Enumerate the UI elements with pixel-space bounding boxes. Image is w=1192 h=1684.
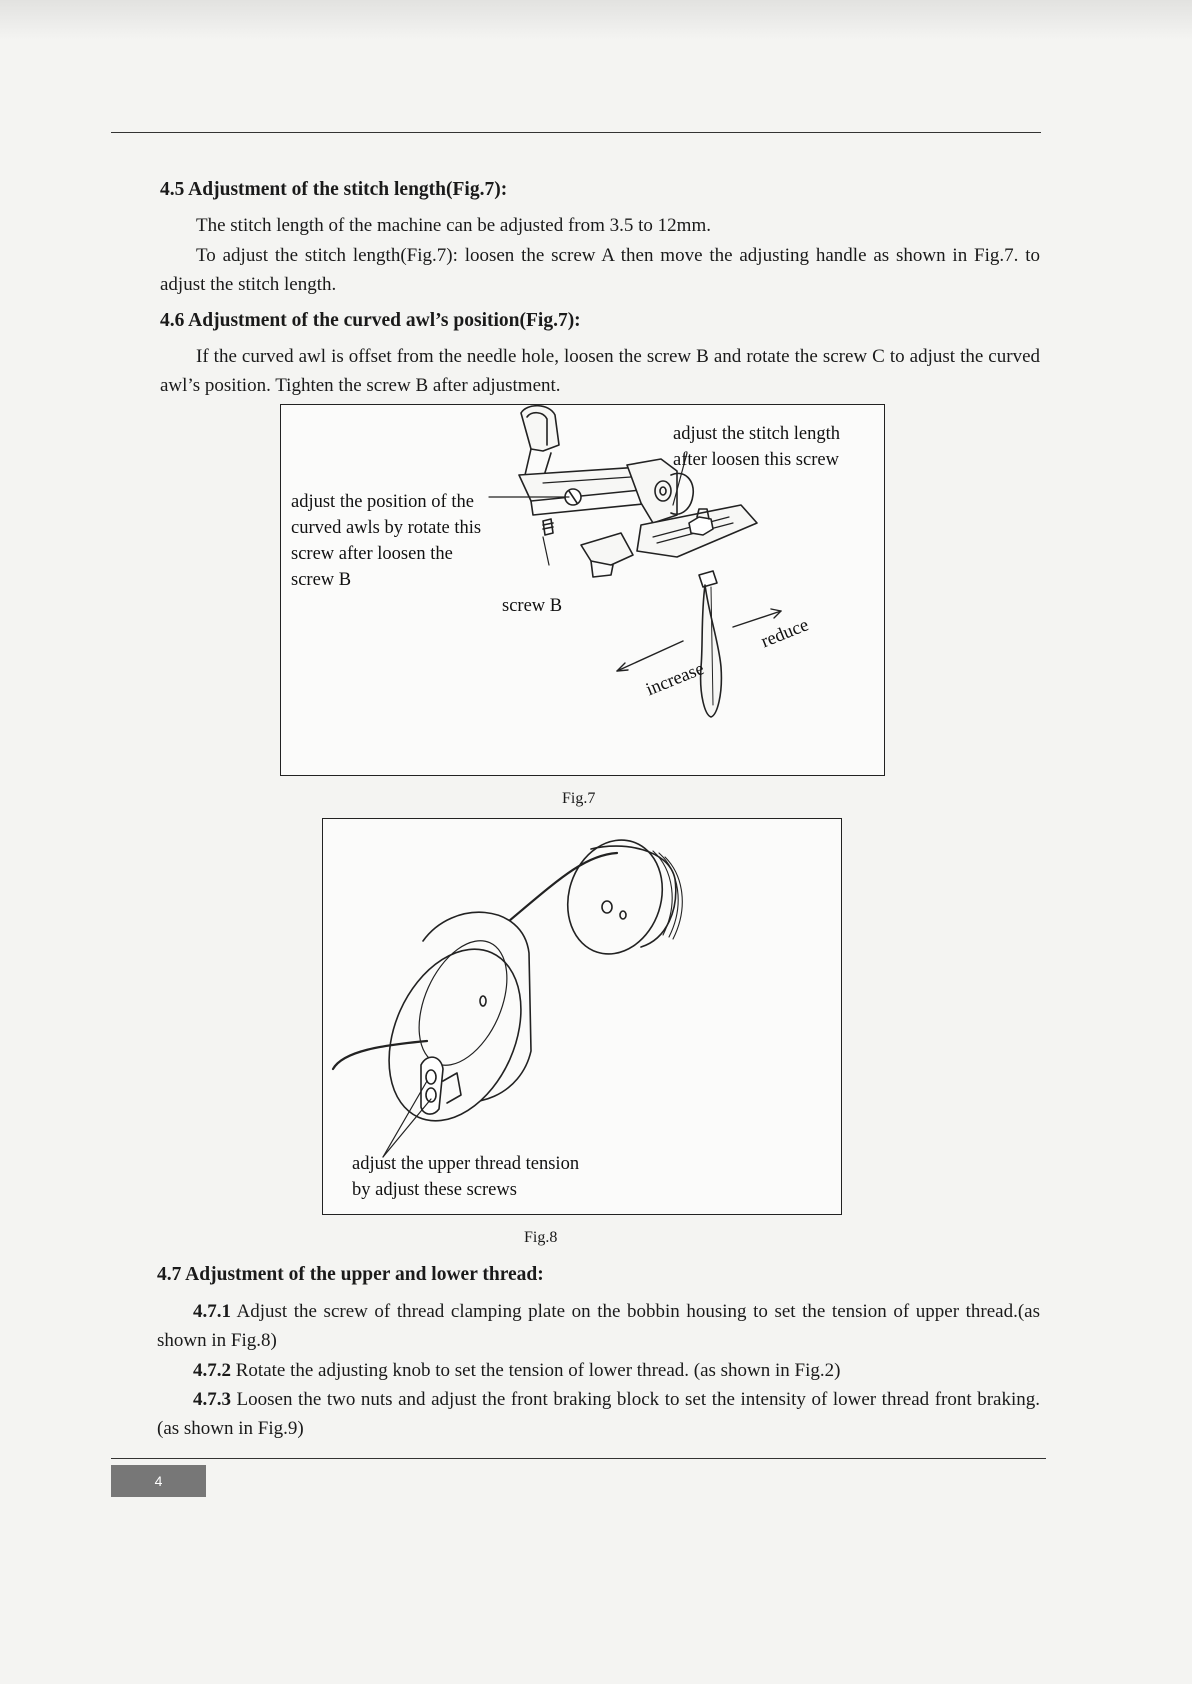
section-4-6-heading: 4.6 Adjustment of the curved awl’s position(Fig.7): — [160, 310, 581, 331]
item-text: Adjust the screw of thread clamping plate on the bobbin housing to set the tension of upper thread.(as shown in Fig.8) — [157, 1301, 1040, 1351]
section-4-5-heading: 4.5 Adjustment of the stitch length(Fig.7): — [160, 179, 508, 200]
fig7-label-increase: increase — [643, 658, 708, 701]
section-4-7-heading: 4.7 Adjustment of the upper and lower thread: — [157, 1264, 544, 1285]
fig7-label-screw-b: screw B — [502, 596, 563, 616]
item-number: 4.7.3 — [193, 1389, 231, 1410]
item-number: 4.7.2 — [193, 1360, 231, 1381]
item-number: 4.7.1 — [193, 1301, 231, 1322]
section-4-7-2 — [157, 1356, 1040, 1385]
section-4-7-3 — [157, 1385, 1040, 1443]
fig8-label-line-1: adjust the upper thread tension — [352, 1154, 580, 1174]
section-4-5-para-2: To adjust the stitch length(Fig.7): loosen the screw A then move the adjusting handle as shown in Fig.7. to adjust the stitch length. — [160, 245, 1040, 295]
fig7-label-stitch-line-2: after loosen this screw — [673, 450, 839, 470]
figure-8 — [322, 818, 842, 1215]
page-number-tab — [111, 1465, 206, 1497]
figure-7-caption: Fig.7 — [562, 790, 596, 807]
section-4-5-para-1: The stitch length of the machine can be adjusted from 3.5 to 12mm. — [196, 215, 711, 236]
page-top-shade — [0, 0, 1192, 40]
section-4-6-para-1: If the curved awl is offset from the needle hole, loosen the screw B and rotate the screw C to adjust the curved awl’s position. Tighten the screw B after adjustment. — [160, 346, 1040, 396]
item-text: Loosen the two nuts and adjust the front braking block to set the intensity of lower thread front braking. (as shown in Fig.9) — [157, 1389, 1040, 1439]
item-text: Rotate the adjusting knob to set the tension of lower thread. (as shown in Fig.2) — [231, 1360, 841, 1381]
fig7-label-awl-line-1: adjust the position of the — [291, 492, 474, 512]
fig7-label-awl-line-3: screw after loosen the — [291, 544, 453, 564]
fig7-label-awl-line-2: curved awls by rotate this — [291, 518, 482, 538]
footer-rule — [111, 1458, 1046, 1459]
figure-7 — [280, 404, 885, 776]
section-4-7-1 — [157, 1297, 1040, 1355]
fig8-label-line-2: by adjust these screws — [352, 1180, 517, 1200]
fig7-label-reduce: reduce — [758, 615, 812, 653]
header-rule — [111, 132, 1041, 133]
fig7-label-awl-line-4: screw B — [291, 570, 352, 590]
page-number: 4 — [154, 1473, 163, 1489]
figure-8-caption: Fig.8 — [524, 1229, 558, 1246]
fig7-label-stitch-line-1: adjust the stitch length — [673, 424, 840, 444]
